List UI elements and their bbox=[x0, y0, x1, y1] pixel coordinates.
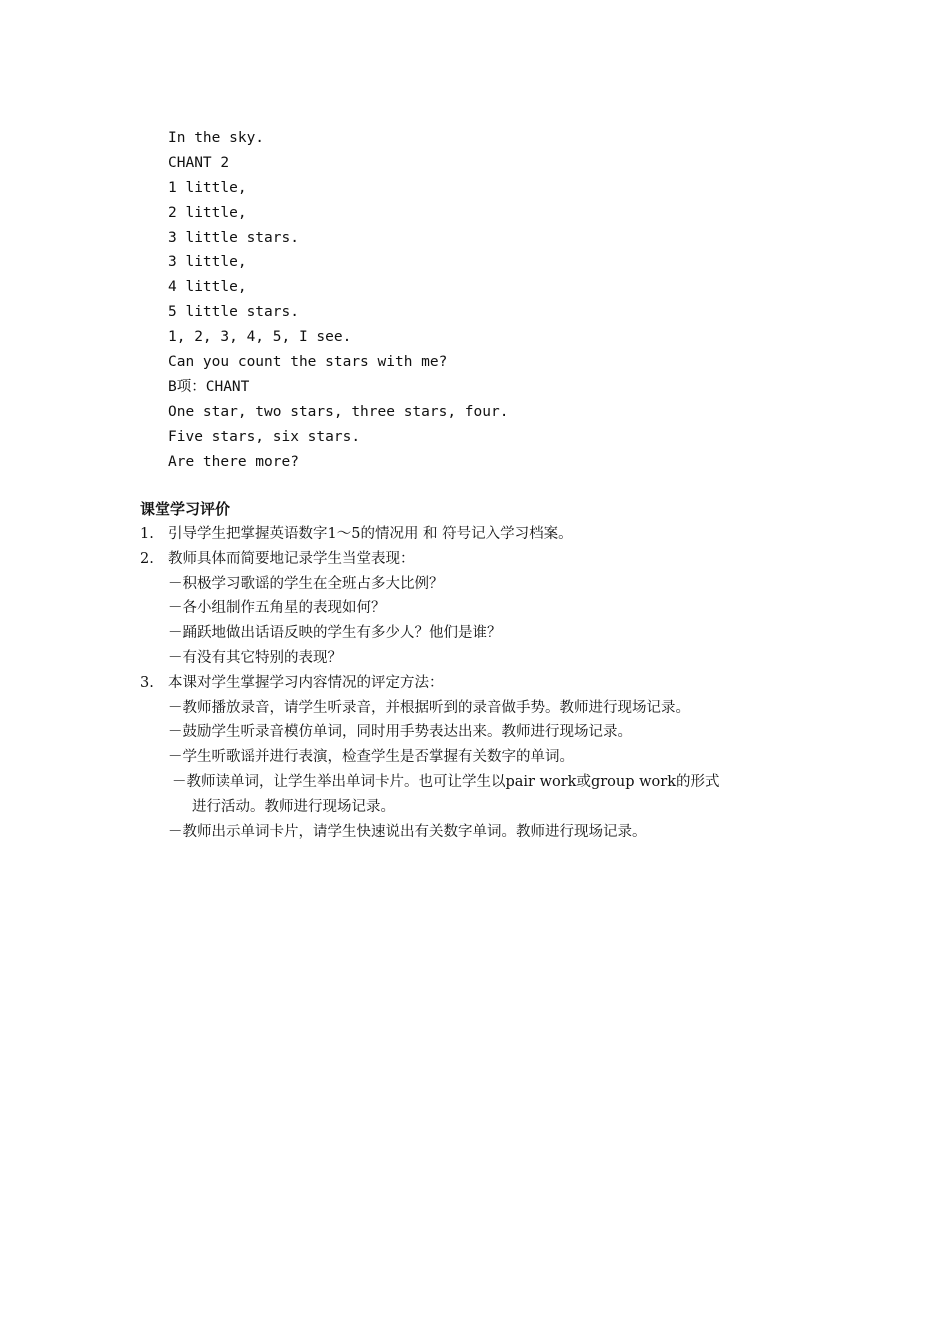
sub-item: －有没有其它特别的表现？ bbox=[168, 649, 342, 666]
sub-item: －踊跃地做出话语反映的学生有多少人？他们是谁？ bbox=[168, 625, 502, 642]
sub-item: －鼓励学生听录音模仿单词，同时用手势表达出来。教师进行现场记录。 bbox=[168, 724, 632, 741]
chant-line: Can you count the stars with me? bbox=[168, 354, 448, 371]
item-number: 1. bbox=[140, 526, 154, 542]
sub-item: －积极学习歌谣的学生在全班占多大比例？ bbox=[168, 575, 444, 592]
chant-line: B项：CHANT bbox=[168, 378, 250, 395]
chant-line: CHANT 2 bbox=[168, 154, 230, 171]
chant-block bbox=[168, 126, 868, 474]
item-text: 引导学生把掌握英语数字1～5的情况用 和 符号记入学习档案。 bbox=[168, 526, 573, 542]
sub-item: －教师播放录音，请学生听录音，并根据听到的录音做手势。教师进行现场记录。 bbox=[168, 699, 690, 716]
sub-item: －学生听歌谣并进行表演，检查学生是否掌握有关数字的单词。 bbox=[168, 749, 574, 766]
sub-item: －教师读单词，让学生举出单词卡片。也可让学生以pair work或group work的形式 bbox=[172, 773, 720, 790]
sub-item-continuation: 进行活动。教师进行现场记录。 bbox=[192, 798, 395, 815]
item-text: 本课对学生掌握学习内容情况的评定方法： bbox=[168, 674, 444, 691]
chant-line: 2 little, bbox=[168, 204, 247, 221]
chant-line: 5 little stars. bbox=[168, 304, 299, 321]
sub-item: －教师出示单词卡片，请学生快速说出有关数字单词。教师进行现场记录。 bbox=[168, 823, 647, 840]
chant-line: In the sky. bbox=[168, 130, 265, 146]
chant-line: Five stars, six stars. bbox=[168, 428, 361, 445]
item-text: 教师具体而简要地记录学生当堂表现： bbox=[168, 550, 415, 567]
chant-line: Are there more? bbox=[168, 453, 299, 470]
evaluation-section bbox=[140, 497, 860, 844]
chant-line: 4 little, bbox=[168, 279, 247, 296]
chant-line: One star, two stars, three stars, four. bbox=[168, 403, 509, 420]
sub-item: －各小组制作五角星的表现如何？ bbox=[168, 600, 386, 617]
chant-line: 1, 2, 3, 4, 5, I see. bbox=[168, 329, 352, 346]
evaluation-item bbox=[140, 547, 860, 572]
evaluation-item bbox=[140, 671, 860, 696]
evaluation-heading: 课堂学习评价 bbox=[140, 500, 231, 518]
chant-line: 1 little, bbox=[168, 179, 247, 196]
chant-line: 3 little stars. bbox=[168, 229, 299, 246]
item-number: 2. bbox=[140, 550, 154, 567]
chant-line: 3 little, bbox=[168, 254, 247, 271]
item-number: 3. bbox=[140, 674, 154, 691]
evaluation-item bbox=[140, 522, 860, 547]
